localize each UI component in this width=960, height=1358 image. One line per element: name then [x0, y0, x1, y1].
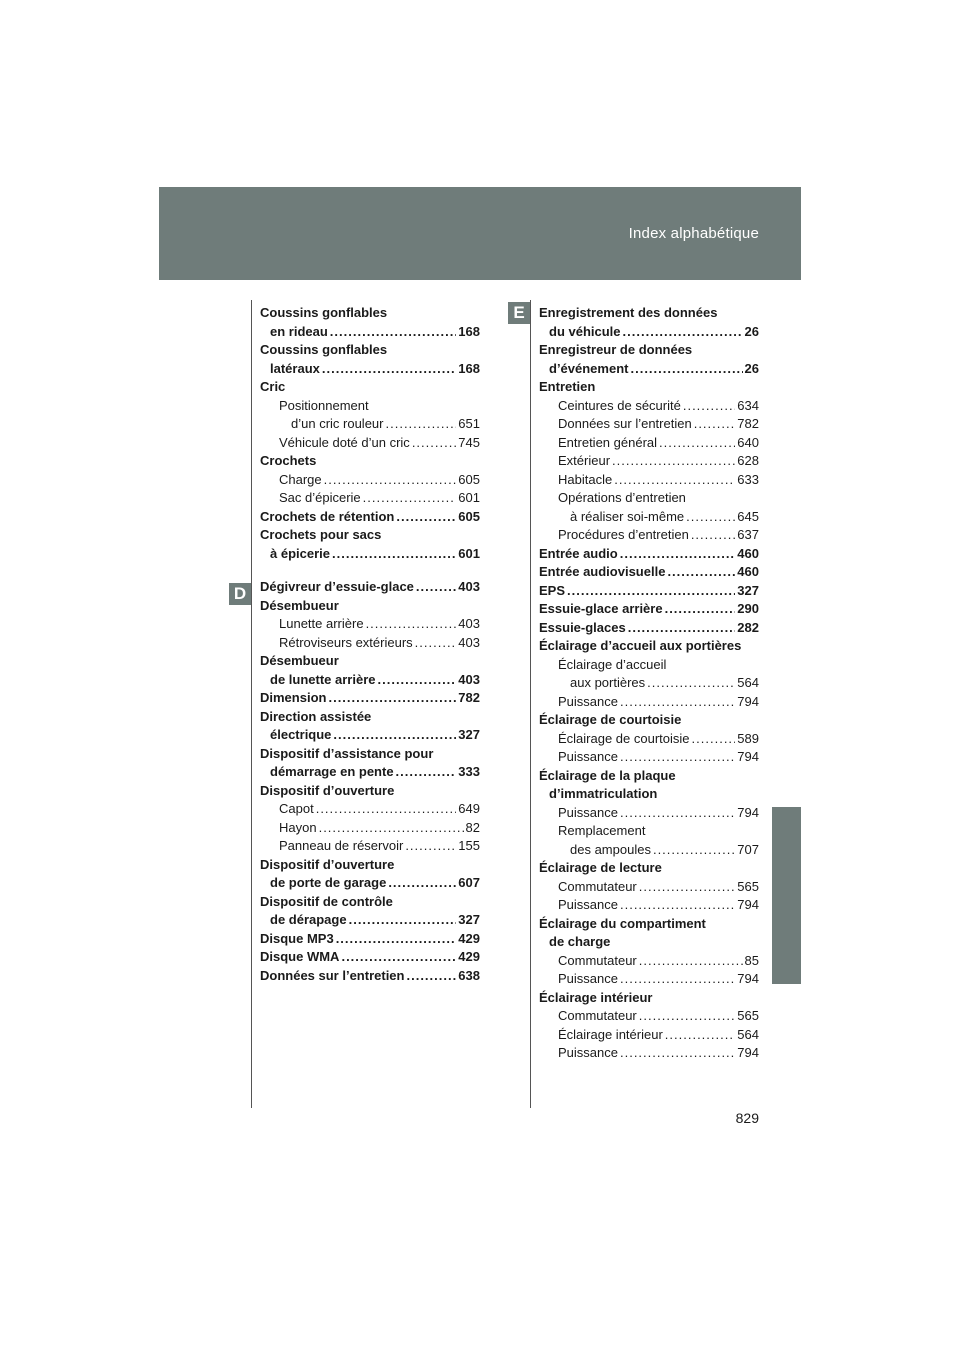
leader-dots — [620, 804, 735, 823]
index-entry-page: 403 — [458, 671, 480, 687]
index-entry-text: Entretien général — [558, 434, 658, 450]
index-entry — [539, 767, 759, 786]
index-entry — [260, 360, 480, 379]
leader-dots — [412, 434, 456, 453]
index-entry-text: Crochets pour sacs — [260, 527, 382, 542]
leader-dots — [639, 1007, 736, 1026]
index-entry — [260, 911, 480, 930]
leader-dots — [620, 1044, 735, 1063]
index-entry-text: Direction assistée — [260, 708, 372, 724]
index-entry — [539, 304, 759, 323]
index-entry-page: 605 — [458, 471, 480, 487]
leader-dots — [416, 578, 456, 597]
index-entry-text: Dimension — [260, 690, 327, 705]
index-entry — [539, 378, 759, 397]
leader-dots — [319, 819, 464, 838]
leader-dots — [322, 360, 456, 379]
leader-dots — [665, 600, 736, 619]
leader-dots — [620, 748, 735, 767]
index-entry-text: Données sur l’entretien — [558, 416, 692, 431]
index-entry — [539, 989, 759, 1008]
index-entry — [539, 1026, 759, 1045]
index-entry-text: Crochets — [260, 453, 317, 468]
index-entry-text: Procédures d’entretien — [558, 527, 689, 542]
index-entry — [539, 489, 759, 508]
index-entry-page: 638 — [458, 967, 480, 983]
index-entry-text: Puissance — [558, 1045, 618, 1060]
index-entry-page: 26 — [744, 360, 759, 376]
index-entry-page: 403 — [458, 579, 480, 594]
index-entry — [539, 693, 759, 712]
index-entry-page: 794 — [737, 1045, 759, 1060]
index-entry-text: Éclairage d’accueil — [558, 656, 667, 672]
index-entry — [260, 471, 480, 490]
index-entry-page: 794 — [737, 804, 759, 820]
index-entry-text: Opérations d’entretien — [558, 490, 686, 505]
index-entry-text: Dégivreur d’essuie-glace — [260, 579, 414, 594]
leader-dots — [396, 508, 456, 527]
index-entry-text: à épicerie — [270, 545, 330, 561]
index-entry-text: Habitacle — [558, 471, 613, 487]
index-entry-text: Essuie-glace arrière — [539, 601, 663, 616]
index-entry-text: Entrée audiovisuelle — [539, 564, 666, 579]
index-entry-text: Données sur l’entretien — [260, 967, 405, 983]
index-entry — [260, 452, 480, 471]
index-entry-text: Enregistreur de données — [539, 342, 693, 357]
leader-dots — [683, 397, 735, 416]
index-entry — [260, 800, 480, 819]
index-entry-text: Panneau de réservoir — [279, 838, 404, 853]
index-entry — [539, 656, 759, 675]
index-entry-page: 782 — [737, 416, 759, 431]
leader-dots — [692, 730, 736, 749]
index-entry — [260, 689, 480, 708]
index-entry — [539, 545, 759, 564]
leader-dots — [614, 471, 735, 490]
index-entry — [539, 323, 759, 342]
leader-dots — [415, 634, 457, 653]
leader-dots — [639, 878, 736, 897]
leader-dots — [333, 726, 456, 745]
leader-dots — [316, 800, 457, 819]
index-entry — [260, 615, 480, 634]
leader-dots — [567, 582, 735, 601]
index-entry-page: 333 — [458, 764, 480, 779]
leader-dots — [332, 545, 456, 564]
index-entry-text: Entrée audio — [539, 545, 618, 561]
index-entry-page: 168 — [458, 360, 480, 376]
index-entry — [539, 952, 759, 971]
index-entry-text: Entretien — [539, 379, 596, 394]
index-entry-text: Dispositif d’assistance pour — [260, 745, 434, 761]
index-entry-page: 26 — [744, 323, 759, 339]
index-entry-text: Coussins gonflables — [260, 305, 388, 320]
index-entry-page: 745 — [458, 434, 480, 450]
index-entry — [539, 896, 759, 915]
index-entry-text: Disque WMA — [260, 949, 340, 964]
index-entry — [539, 915, 759, 934]
index-entry-page: 460 — [737, 545, 759, 561]
index-entry-text: Éclairage intérieur — [539, 989, 653, 1005]
index-entry-text: Puissance — [558, 897, 618, 912]
leader-dots — [406, 967, 456, 986]
index-entry — [539, 452, 759, 471]
index-entry — [260, 930, 480, 949]
leader-dots — [623, 323, 743, 342]
section-letter-d: D — [229, 583, 251, 605]
index-entry-text: Éclairage de courtoisie — [558, 730, 690, 746]
index-entry-text: Sac d’épicerie — [279, 490, 361, 505]
index-entry-page: 601 — [458, 545, 480, 561]
index-entry-page: 168 — [458, 323, 480, 339]
leader-dots — [665, 1026, 736, 1045]
index-entry-page: 637 — [737, 527, 759, 542]
index-entry-page: 605 — [458, 508, 480, 524]
leader-dots — [378, 671, 457, 690]
leader-dots — [647, 674, 735, 693]
leader-dots — [349, 911, 457, 930]
index-entry — [260, 397, 480, 416]
column-divider-left — [251, 300, 252, 1108]
index-entry — [539, 637, 759, 656]
index-entry-text: Éclairage d’accueil aux portières — [539, 638, 742, 653]
index-entry-text: latéraux — [270, 360, 320, 376]
index-entry — [260, 652, 480, 671]
index-entry — [260, 967, 480, 986]
index-entry — [260, 671, 480, 690]
index-entry-text: Désembueur — [260, 653, 339, 668]
leader-dots — [620, 545, 736, 564]
leader-dots — [396, 763, 457, 782]
index-entry-text: Éclairage intérieur — [558, 1026, 663, 1042]
index-entry-text: aux portières — [570, 675, 646, 690]
index-entry — [539, 434, 759, 453]
leader-dots — [324, 471, 457, 490]
leader-dots — [386, 415, 457, 434]
index-entry — [539, 619, 759, 638]
index-entry — [539, 711, 759, 730]
index-entry — [539, 397, 759, 416]
leader-dots — [341, 948, 456, 967]
index-entry-text: Ceintures de sécurité — [558, 397, 681, 413]
header-title: Index alphabétique — [628, 225, 759, 242]
index-entry-page: 564 — [737, 1026, 759, 1042]
index-entry-page: 290 — [737, 601, 759, 616]
index-entry-text: Crochets de rétention — [260, 508, 395, 524]
index-entry-page: 327 — [458, 727, 480, 742]
index-entry-text: Éclairage du compartiment — [539, 915, 706, 931]
letter-group-gap — [260, 563, 480, 578]
index-entry — [539, 471, 759, 490]
index-entry — [260, 526, 480, 545]
index-entry-text: Rétroviseurs extérieurs — [279, 634, 413, 650]
index-entry-page: 403 — [458, 634, 480, 650]
index-entry-page: 565 — [737, 1008, 759, 1023]
index-entry — [260, 415, 480, 434]
index-entry-page: 645 — [737, 508, 759, 524]
index-entry — [539, 933, 759, 952]
index-entry-page: 794 — [737, 749, 759, 764]
index-entry-page: 651 — [458, 416, 480, 431]
index-entry-text: Coussins gonflables — [260, 342, 388, 357]
index-entry-page: 782 — [458, 690, 480, 705]
index-entry-page: 633 — [737, 471, 759, 487]
index-entry-page: 794 — [737, 971, 759, 986]
index-entry — [260, 578, 480, 597]
index-entry — [260, 856, 480, 875]
leader-dots — [620, 693, 735, 712]
index-entry — [539, 785, 759, 804]
index-column-left — [260, 304, 480, 985]
index-entry-text: d’un cric rouleur — [291, 416, 384, 431]
index-entry-text: Dispositif de contrôle — [260, 893, 393, 909]
leader-dots — [694, 415, 736, 434]
index-entry-text: électrique — [270, 727, 332, 742]
leader-dots — [691, 526, 735, 545]
leader-dots — [620, 970, 735, 989]
leader-dots — [659, 434, 735, 453]
index-entry — [539, 526, 759, 545]
index-entry-text: Commutateur — [558, 952, 637, 968]
leader-dots — [686, 508, 735, 527]
index-entry-page: 589 — [737, 730, 759, 746]
index-entry — [539, 341, 759, 360]
index-entry — [539, 730, 759, 749]
index-entry — [260, 819, 480, 838]
index-entry-text: Commutateur — [558, 878, 637, 894]
leader-dots — [366, 615, 457, 634]
leader-dots — [328, 689, 456, 708]
index-entry-text: Capot — [279, 801, 314, 816]
index-entry — [260, 708, 480, 727]
index-entry — [539, 563, 759, 582]
index-entry-page: 794 — [737, 693, 759, 709]
index-entry-text: Éclairage de la plaque — [539, 767, 676, 783]
index-entry-page: 565 — [737, 878, 759, 894]
index-entry-text: à réaliser soi-même — [570, 508, 685, 524]
index-entry — [260, 948, 480, 967]
leader-dots — [336, 930, 457, 949]
leader-dots — [653, 841, 735, 860]
index-entry-page: 403 — [458, 616, 480, 631]
index-entry — [539, 360, 759, 379]
index-entry-page: 628 — [737, 453, 759, 468]
index-entry — [260, 726, 480, 745]
index-entry-text: de dérapage — [270, 912, 347, 927]
index-entry-text: de lunette arrière — [270, 671, 376, 687]
index-entry-page: 607 — [458, 875, 480, 890]
index-entry-text: Commutateur — [558, 1008, 637, 1023]
index-entry-text: du véhicule — [549, 323, 621, 339]
index-entry-page: 794 — [737, 897, 759, 912]
index-entry — [260, 508, 480, 527]
leader-dots — [639, 952, 743, 971]
index-entry — [539, 508, 759, 527]
leader-dots — [630, 360, 742, 379]
leader-dots — [363, 489, 457, 508]
index-entry — [260, 341, 480, 360]
index-entry-text: Puissance — [558, 971, 618, 986]
index-entry-page: 601 — [458, 490, 480, 505]
leader-dots — [667, 563, 735, 582]
index-entry-page: 634 — [737, 397, 759, 413]
index-entry-text: des ampoules — [570, 841, 651, 857]
index-entry-text: d’événement — [549, 360, 629, 376]
index-entry-text: Dispositif d’ouverture — [260, 856, 395, 872]
index-entry — [539, 841, 759, 860]
index-entry-text: Essuie-glaces — [539, 619, 626, 635]
index-entry — [539, 1044, 759, 1063]
section-letter-e: E — [508, 302, 530, 324]
index-entry-text: Véhicule doté d’un cric — [279, 434, 410, 450]
index-entry — [539, 600, 759, 619]
index-entry-text: d’immatriculation — [549, 786, 658, 801]
index-entry-text: de porte de garage — [270, 875, 387, 890]
index-entry-text: Lunette arrière — [279, 616, 364, 631]
index-entry — [260, 782, 480, 801]
index-entry-text: de charge — [549, 934, 611, 949]
index-entry — [539, 674, 759, 693]
index-entry-text: Dispositif d’ouverture — [260, 782, 395, 798]
index-entry-page: 282 — [737, 619, 759, 635]
index-entry-text: Puissance — [558, 749, 618, 764]
leader-dots — [612, 452, 735, 471]
index-entry — [539, 859, 759, 878]
index-entry-page: 85 — [744, 952, 759, 968]
index-entry — [539, 415, 759, 434]
column-divider-right — [530, 300, 531, 1108]
index-entry — [260, 378, 480, 397]
index-entry — [260, 874, 480, 893]
index-column-right — [539, 304, 759, 1063]
index-entry — [260, 837, 480, 856]
index-entry — [260, 304, 480, 323]
header-band — [159, 187, 801, 280]
index-entry-page: 429 — [458, 930, 480, 946]
index-entry-text: EPS — [539, 582, 566, 598]
index-entry — [539, 822, 759, 841]
page-number: 829 — [735, 1110, 759, 1126]
index-entry-text: en rideau — [270, 323, 328, 339]
index-entry-text: Disque MP3 — [260, 930, 334, 946]
index-entry-text: Éclairage de lecture — [539, 860, 662, 875]
index-entry-page: 649 — [458, 801, 480, 816]
index-entry-text: Éclairage de courtoisie — [539, 712, 682, 727]
index-entry — [260, 489, 480, 508]
leader-dots — [330, 323, 457, 342]
index-entry-page: 82 — [465, 819, 480, 835]
index-entry-text: Remplacement — [558, 823, 646, 838]
index-entry — [260, 745, 480, 764]
index-entry — [539, 804, 759, 823]
index-entry-text: Désembueur — [260, 597, 339, 613]
index-entry — [260, 763, 480, 782]
index-entry-text: démarrage en pente — [270, 764, 394, 779]
index-entry-page: 460 — [737, 564, 759, 579]
index-entry-text: Cric — [260, 379, 286, 394]
index-entry — [260, 323, 480, 342]
index-entry-text: Puissance — [558, 804, 618, 820]
index-entry-page: 564 — [737, 675, 759, 690]
index-entry — [260, 597, 480, 616]
leader-dots — [388, 874, 456, 893]
leader-dots — [405, 837, 456, 856]
section-side-tab — [772, 807, 801, 984]
index-entry — [539, 970, 759, 989]
index-entry-text: Enregistrement des données — [539, 305, 718, 320]
index-entry-page: 155 — [458, 838, 480, 853]
index-entry — [260, 545, 480, 564]
index-entry — [539, 748, 759, 767]
index-entry-page: 707 — [737, 841, 759, 857]
index-entry-text: Charge — [279, 471, 322, 487]
leader-dots — [628, 619, 736, 638]
index-entry-text: Positionnement — [279, 397, 369, 413]
index-entry — [260, 893, 480, 912]
index-entry-page: 327 — [737, 582, 759, 598]
index-entry-text: Puissance — [558, 693, 618, 709]
index-entry-page: 429 — [458, 949, 480, 964]
index-entry-text: Extérieur — [558, 453, 611, 468]
index-entry — [260, 434, 480, 453]
index-entry — [539, 1007, 759, 1026]
index-entry — [539, 582, 759, 601]
index-entry — [539, 878, 759, 897]
index-entry-page: 640 — [737, 434, 759, 450]
leader-dots — [620, 896, 735, 915]
index-entry-page: 327 — [458, 912, 480, 927]
index-entry — [260, 634, 480, 653]
index-entry-text: Hayon — [279, 819, 317, 835]
